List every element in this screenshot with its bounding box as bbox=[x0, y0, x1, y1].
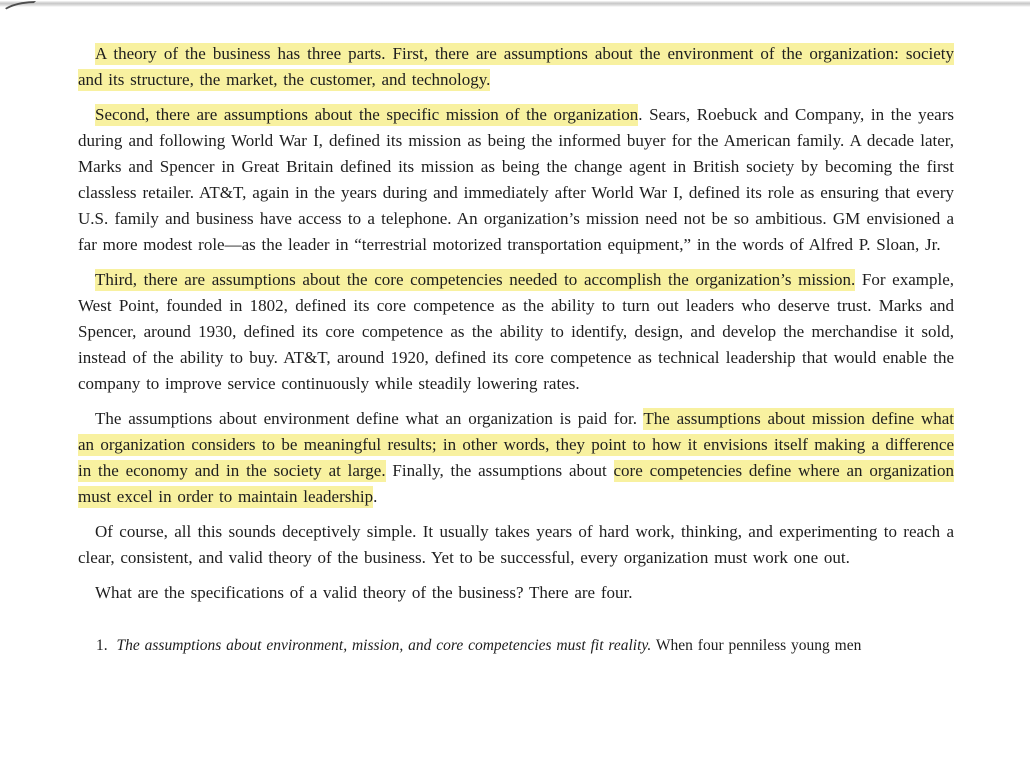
highlighted-text: Second, there are assumptions about the specific mission of the organization bbox=[95, 105, 639, 124]
body-text: The assumptions about environment, mission, and core competencies must fit reality. bbox=[116, 637, 652, 654]
body-text: What are the specifications of a valid theory of the business? There are four. bbox=[95, 583, 633, 602]
paragraph bbox=[78, 580, 954, 606]
paragraph bbox=[78, 102, 954, 258]
numbered-list-item bbox=[96, 633, 954, 658]
highlighted-text: core competencies define where an organization must excel in order to maintain leadership bbox=[78, 461, 954, 506]
highlighted-text: A theory of the business has three parts. First, there are assumptions about the environment of the organization: society and its structure, the market, the customer, and technology. bbox=[78, 44, 954, 89]
body-text: The assumptions about environment define what an organization is paid for. bbox=[95, 409, 644, 428]
window-top-edge bbox=[0, 1, 1030, 7]
body-text: For example, West Point, founded in 1802, defined its core competence as the ability to turn out leaders who deserve trust. Marks and Spencer, around 1930, defined its core competence as the ability to identify, design, and develop the merchandise it sold, instead of the ability to buy. AT&T, around 1920, defined its core competence as technical leadership that would enable the company to improve service continuously while steadily lowering rates. bbox=[78, 270, 954, 393]
body-text: When four penniless young men bbox=[651, 637, 862, 654]
paragraph bbox=[78, 41, 954, 93]
body-text: Finally, the assumptions about bbox=[385, 461, 614, 480]
paragraph bbox=[78, 267, 954, 397]
page-text bbox=[78, 41, 954, 658]
paragraph bbox=[78, 519, 954, 571]
body-text: Of course, all this sounds deceptively simple. It usually takes years of hard work, thinking, and experimenting to reach a clear, consistent, and valid theory of the business. Yet to be successful, every organization must work one out. bbox=[78, 522, 954, 567]
body-text: . Sears, Roebuck and Company, in the years during and following World War I, defined its mission as being the informed buyer for the American family. A decade later, Marks and Spencer in Great Britain defined its mission as being the change agent in British society by becoming the first classless retailer. AT&T, again in the years during and immediately after World War I, defined its role as ensuring that every U.S. family and business have access to a telephone. An organization’s mission need not be so ambitious. GM envisioned a far more modest role—as the leader in “terrestrial motorized transportation equipment,” in the words of Alfred P. Sloan, Jr. bbox=[78, 105, 954, 254]
highlighted-text: Third, there are assumptions about the core competencies needed to accomplish the organization’s mission. bbox=[95, 270, 856, 289]
list-item-number: 1. bbox=[96, 637, 113, 654]
body-text: . bbox=[373, 487, 378, 506]
paragraph bbox=[78, 406, 954, 510]
highlighted-text: The assumptions about mission define what an organization considers to be meaningful results; in other words, they point to how it envisions itself making a difference in the economy and in the society at large. bbox=[78, 409, 954, 480]
